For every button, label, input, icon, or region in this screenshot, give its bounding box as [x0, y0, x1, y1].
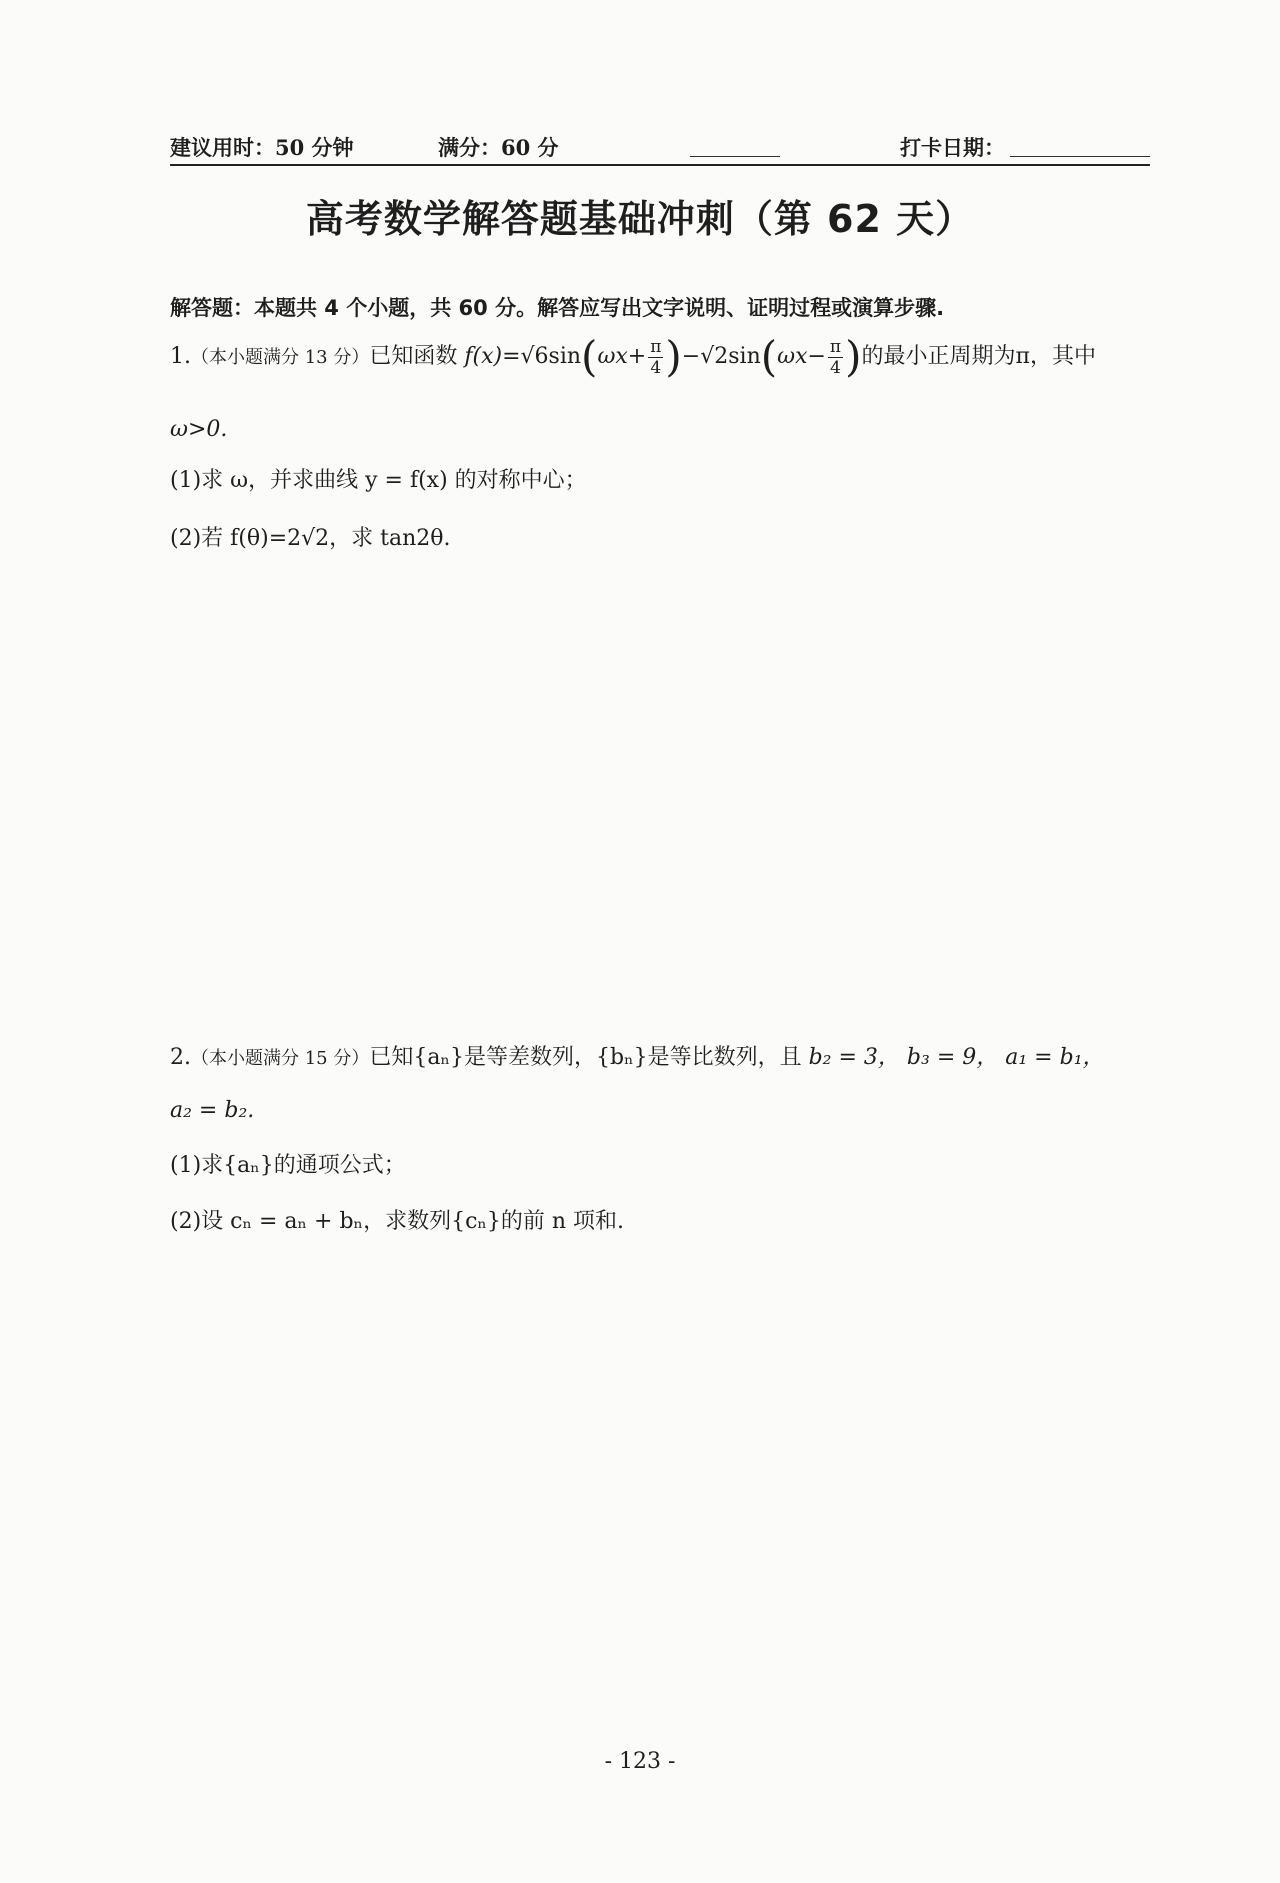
q1-frac2: [828, 337, 843, 378]
checkin-date-blank: [1010, 156, 1150, 157]
q1-stem-a: 已知函数: [369, 344, 458, 369]
q2-part2: (2)设 cₙ = aₙ + bₙ，求数列{cₙ}的前 n 项和.: [170, 1209, 625, 1234]
q1-number: 1.: [170, 344, 191, 369]
paren-close-2: ): [845, 332, 862, 381]
q1-frac1: [648, 337, 663, 378]
q1-fx: f(x)=: [464, 344, 521, 369]
q1-sqrt2: √2: [700, 344, 729, 369]
q2-b3: b₃ = 9，: [906, 1045, 999, 1070]
q2-b2: b₂ = 3，: [808, 1045, 900, 1070]
q2-a1: a₁ = b₁，: [1005, 1045, 1105, 1070]
paren-close-1: ): [665, 332, 682, 381]
q1-condition: ω>0.: [170, 417, 228, 442]
q2-points: （本小题满分 15 分）: [191, 1048, 370, 1069]
page-title: 高考数学解答题基础冲刺（第 62 天）: [305, 197, 975, 241]
q2-part1: (1)求{aₙ}的通项公式；: [170, 1153, 406, 1178]
q1-stem: [170, 332, 1096, 381]
q1-sin1: sin: [548, 344, 582, 369]
q2-a2: a₂ = b₂.: [170, 1098, 255, 1123]
q1-sin2: sin: [728, 344, 761, 369]
q1-part2: (2)若 f(θ)=2√2，求 tan2θ.: [170, 526, 451, 551]
name-blank-line: [690, 156, 780, 157]
instructions: 解答题：本题共 4 个小题，共 60 分。解答应写出文字说明、证明过程或演算步骤.: [170, 296, 945, 320]
page-number: - 123 -: [604, 1749, 676, 1774]
q2-number: 2.: [170, 1045, 191, 1070]
q1-frac1-den: 4: [650, 357, 662, 378]
q1-arg1: ωx+: [597, 344, 647, 369]
checkin-date-label: 打卡日期：: [900, 135, 1005, 160]
q1-minus: −: [681, 344, 701, 369]
q1-points: （本小题满分 13 分）: [191, 347, 370, 368]
q1-stem-b: 的最小正周期为π，其中: [861, 344, 1096, 369]
paren-open-2: (: [760, 332, 778, 381]
q1-frac2-num: π: [829, 336, 842, 357]
q1-part1: (1)求 ω，并求曲线 y = f(x) 的对称中心；: [170, 468, 587, 493]
q1-arg2: ωx−: [777, 344, 826, 369]
q2-stem-a: 已知{aₙ}是等差数列，{bₙ}是等比数列，且: [369, 1045, 802, 1070]
full-score: 满分：60 分: [438, 135, 559, 160]
q2-stem: [170, 1040, 1105, 1071]
q1-sqrt6: √6: [520, 344, 549, 369]
q1-frac2-den: 4: [830, 357, 841, 378]
header-bar: [170, 128, 1150, 166]
paren-open-1: (: [581, 332, 598, 381]
suggested-time: 建议用时：50 分钟: [170, 135, 354, 160]
q1-frac1-num: π: [650, 336, 662, 357]
